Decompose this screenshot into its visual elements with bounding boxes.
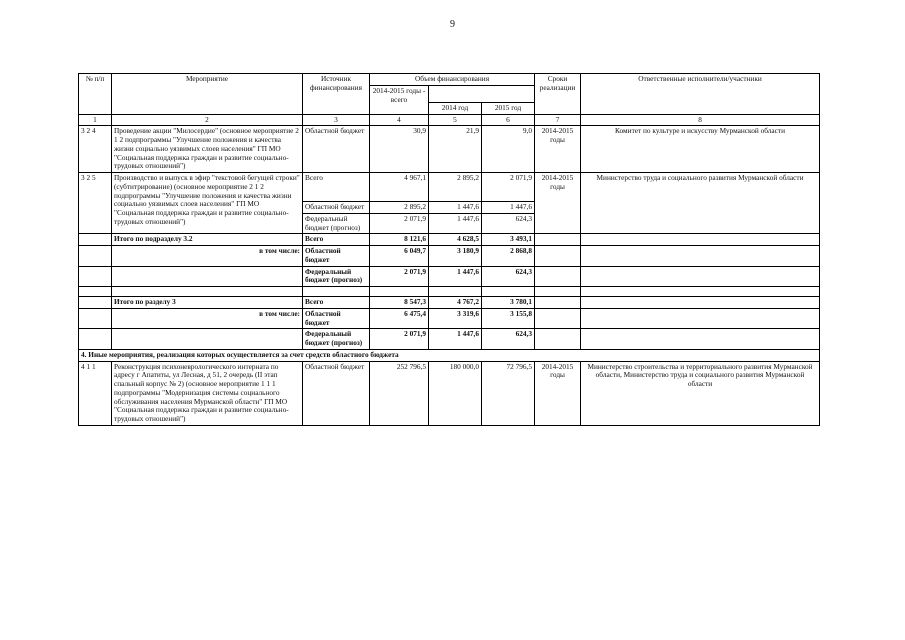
subtotal-row xyxy=(79,329,820,350)
empty-cell xyxy=(581,234,820,246)
column-numbers-row xyxy=(79,114,820,126)
spacer-row xyxy=(79,287,820,297)
page-number: 9 xyxy=(450,19,455,30)
y2015-cell: 9,0 xyxy=(482,126,535,173)
empty-cell xyxy=(581,329,820,350)
empty-cell xyxy=(535,308,581,329)
source-cell: Областной бюджет xyxy=(303,361,370,425)
empty-cell xyxy=(581,297,820,309)
including-label: в том числе: xyxy=(112,308,303,329)
column-number: 3 xyxy=(303,114,370,126)
empty-cell xyxy=(79,246,112,267)
total-cell: 8 547,3 xyxy=(370,297,429,309)
total-cell: 2 071,9 xyxy=(370,266,429,287)
subtotal-row xyxy=(79,266,820,287)
total-cell: 8 121,6 xyxy=(370,234,429,246)
y2014-cell: 1 447,6 xyxy=(429,329,482,350)
y2014-cell: 1 447,6 xyxy=(429,202,482,214)
empty-cell xyxy=(581,266,820,287)
event-cell: Производство и выпуск в эфир "текстовой бегущей строки" (субтитрирование) (основное мероприятие 2 1 2 подпрограммы "Улучшение положения и качества жизни социально уязвимых слоев населения" ГП МО "Социальная поддержка граждан и развитие социально-трудовых отношений") xyxy=(112,173,303,234)
source-cell: Федеральный бюджет (прогноз) xyxy=(303,266,370,287)
empty-cell xyxy=(535,297,581,309)
header-row xyxy=(79,74,820,86)
header-responsible: Ответственные исполнители/участники xyxy=(581,74,820,115)
section-title: 4. Иные мероприятия, реализация которых осуществляется за счет средств областного бюджета xyxy=(79,349,820,361)
subtotal-row xyxy=(79,246,820,267)
terms-cell: 2014-2015 годы xyxy=(535,126,581,173)
source-cell: Всего xyxy=(303,297,370,309)
section-row xyxy=(79,349,820,361)
total-cell: 6 049,7 xyxy=(370,246,429,267)
y2015-cell: 624,3 xyxy=(482,213,535,234)
source-cell: Федеральный бюджет (прогноз) xyxy=(303,329,370,350)
y2015-cell: 3 780,1 xyxy=(482,297,535,309)
subtotal-row xyxy=(79,234,820,246)
y2015-cell: 3 493,1 xyxy=(482,234,535,246)
empty-cell xyxy=(79,297,112,309)
header-blank xyxy=(429,85,535,102)
column-number: 5 xyxy=(429,114,482,126)
empty-cell xyxy=(79,234,112,246)
responsible-cell: Министерство труда и социального развития Мурманской области xyxy=(581,173,820,234)
terms-cell: 2014-2015 годы xyxy=(535,361,581,425)
empty-cell xyxy=(112,266,303,287)
column-number: 6 xyxy=(482,114,535,126)
row-number: 3 2 4 xyxy=(79,126,112,173)
column-number: 4 xyxy=(370,114,429,126)
table-row xyxy=(79,361,820,425)
empty-cell xyxy=(79,266,112,287)
source-cell: Всего xyxy=(303,234,370,246)
empty-cell xyxy=(535,266,581,287)
subtotal-row xyxy=(79,297,820,309)
row-number: 3 2 5 xyxy=(79,173,112,234)
source-cell: Областной бюджет xyxy=(303,308,370,329)
total-cell: 6 475,4 xyxy=(370,308,429,329)
y2015-cell: 3 155,8 xyxy=(482,308,535,329)
subtotal-label: Итого по разделу 3 xyxy=(112,297,303,309)
empty-cell xyxy=(112,329,303,350)
y2014-cell: 4 767,2 xyxy=(429,297,482,309)
source-cell: Областной бюджет xyxy=(303,126,370,173)
header-no: № п/п xyxy=(79,74,112,115)
header-terms: Сроки реализации xyxy=(535,74,581,115)
including-label: в том числе: xyxy=(112,246,303,267)
y2015-cell: 624,3 xyxy=(482,329,535,350)
table-row xyxy=(79,126,820,173)
total-cell: 252 796,5 xyxy=(370,361,429,425)
source-cell: Областной бюджет xyxy=(303,246,370,267)
y2014-cell: 4 628,5 xyxy=(429,234,482,246)
header-2014: 2014 год xyxy=(429,102,482,114)
header-source: Источник финансирования xyxy=(303,74,370,115)
empty-cell xyxy=(535,329,581,350)
source-cell: Областной бюджет xyxy=(303,202,370,214)
row-number: 4 1 1 xyxy=(79,361,112,425)
column-number: 1 xyxy=(79,114,112,126)
y2015-cell: 2 071,9 xyxy=(482,173,535,202)
event-cell: Проведение акции "Милосердие" (основное мероприятие 2 1 2 подпрограммы "Улучшение положения и качества жизни социально уязвимых слоев населения" ГП МО "Социальная поддержка граждан и развитие социально-трудовых отношений") xyxy=(112,126,303,173)
y2014-cell: 180 000,0 xyxy=(429,361,482,425)
y2015-cell: 72 796,5 xyxy=(482,361,535,425)
y2014-cell: 1 447,6 xyxy=(429,213,482,234)
terms-cell: 2014-2015 годы xyxy=(535,173,581,234)
empty-cell xyxy=(535,234,581,246)
column-number: 7 xyxy=(535,114,581,126)
y2014-cell: 21,9 xyxy=(429,126,482,173)
header-funding: Объем финансирования xyxy=(370,74,535,86)
y2014-cell: 3 180,9 xyxy=(429,246,482,267)
empty-cell xyxy=(581,246,820,267)
y2014-cell: 2 895,2 xyxy=(429,173,482,202)
empty-cell xyxy=(581,308,820,329)
y2015-cell: 2 868,8 xyxy=(482,246,535,267)
y2014-cell: 3 319,6 xyxy=(429,308,482,329)
funding-table xyxy=(78,73,820,426)
y2015-cell: 1 447,6 xyxy=(482,202,535,214)
y2014-cell: 1 447,6 xyxy=(429,266,482,287)
subtotal-row xyxy=(79,308,820,329)
empty-cell xyxy=(79,308,112,329)
header-2015: 2015 год xyxy=(482,102,535,114)
subtotal-label: Итого по подразделу 3.2 xyxy=(112,234,303,246)
y2015-cell: 624,3 xyxy=(482,266,535,287)
total-cell: 2 071,9 xyxy=(370,329,429,350)
responsible-cell: Министерство строительства и территориального развития Мурманской области, Министерство труда и социального развития Мурманской области xyxy=(581,361,820,425)
column-number: 2 xyxy=(112,114,303,126)
header-event: Мероприятие xyxy=(112,74,303,115)
total-cell: 2 071,9 xyxy=(370,213,429,234)
table-row xyxy=(79,173,820,202)
source-cell: Всего xyxy=(303,173,370,202)
total-cell: 30,9 xyxy=(370,126,429,173)
total-cell: 2 895,2 xyxy=(370,202,429,214)
column-number: 8 xyxy=(581,114,820,126)
empty-cell xyxy=(535,246,581,267)
event-cell: Реконструкция психоневрологического интерната по адресу г Апатиты, ул Лесная, д 51, 2 очередь (II этап спальный корпус № 2) (основное мероприятие 1 1 1 подпрограммы "Модернизация системы социального обслуживания населения Мурманской области" ГП МО "Социальная поддержка граждан и развитие социально-трудовых отношений") xyxy=(112,361,303,425)
responsible-cell: Комитет по культуре и искусству Мурманской области xyxy=(581,126,820,173)
source-cell: Федеральный бюджет (прогноз) xyxy=(303,213,370,234)
total-cell: 4 967,1 xyxy=(370,173,429,202)
empty-cell xyxy=(79,329,112,350)
header-total: 2014-2015 годы - всего xyxy=(370,85,429,114)
